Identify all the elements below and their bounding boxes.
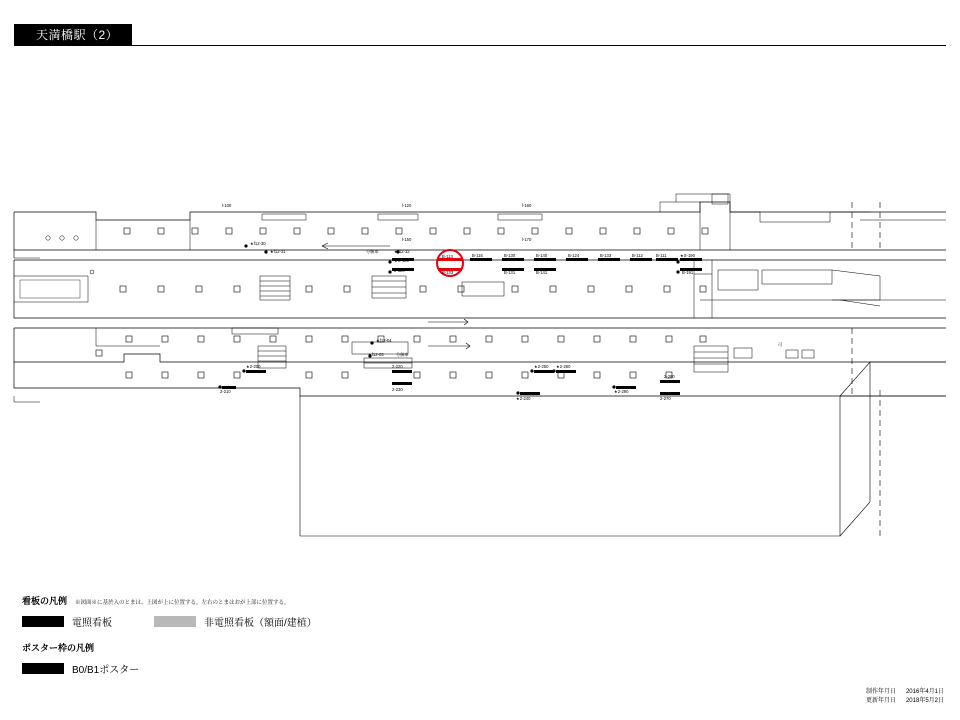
svg-text:★2-290: ★2-290 [614, 389, 629, 394]
title-divider [132, 45, 946, 46]
footer-dates [866, 688, 944, 706]
svg-text:★f12-31: ★f12-31 [270, 249, 286, 254]
svg-text:2-220: 2-220 [392, 364, 403, 369]
svg-text:分解車: 分解車 [366, 249, 379, 254]
svg-text:B-116: B-116 [472, 253, 483, 258]
svg-text:2-270: 2-270 [660, 396, 671, 401]
svg-text:l-120: l-120 [402, 203, 412, 208]
svg-text:l-160: l-160 [522, 203, 532, 208]
svg-text:★S-100: ★S-100 [394, 258, 409, 263]
created-row [866, 688, 944, 697]
svg-text:l-170: l-170 [522, 237, 532, 242]
illuminated-sign-label: 電照看板 [72, 618, 112, 629]
plan-labels [220, 203, 782, 401]
svg-text:★f12-32: ★f12-32 [394, 249, 410, 254]
station-floor-plan [0, 150, 960, 580]
svg-text:可: 可 [778, 342, 783, 347]
updated-row [866, 697, 944, 706]
updated-date: 2018年5月2日 [905, 698, 944, 704]
svg-text:B-124: B-124 [568, 253, 580, 258]
poster-label: B0/B1ポスター [72, 665, 140, 676]
svg-text:l-100: l-100 [222, 203, 232, 208]
svg-text:分解車: 分解車 [396, 352, 409, 357]
svg-text:★2-250: ★2-250 [534, 364, 549, 369]
svg-text:B-191: B-191 [682, 270, 694, 275]
legend-poster-title: ポスター枠の凡例 [22, 643, 95, 653]
svg-text:B-133: B-133 [600, 253, 612, 258]
legend-sign-title: 看板の凡例 [22, 596, 68, 606]
svg-text:B-130: B-130 [504, 253, 516, 258]
svg-text:B-140: B-140 [536, 253, 548, 258]
non-illuminated-sign-label: 非電照看板（額面/建植） [204, 618, 317, 629]
page-title: 天満橋駅（2） [14, 24, 132, 46]
title-bar [14, 24, 946, 46]
svg-text:★f12-30: ★f12-30 [250, 241, 266, 246]
svg-text:2-230: 2-230 [392, 387, 403, 392]
svg-text:B-113: B-113 [442, 254, 453, 259]
created-date: 2016年4月1日 [905, 689, 944, 695]
svg-text:★f12-04: ★f12-04 [376, 338, 392, 343]
legend-sign-heading [22, 594, 582, 607]
svg-text:2-210: 2-210 [220, 389, 231, 394]
svg-text:★S-190: ★S-190 [680, 253, 695, 258]
updated-label: 更新年月日 [865, 698, 896, 704]
floor-plan-svg [0, 150, 960, 580]
svg-text:B-133: B-133 [442, 270, 454, 275]
svg-text:B-141: B-141 [536, 270, 548, 275]
svg-text:l-150: l-150 [402, 237, 412, 242]
poster-swatch [22, 663, 64, 674]
svg-text:B-112: B-112 [632, 253, 643, 258]
legend-sign-note: ※図面※に基於入のとまは、上図が上に位置する。左右のとまはおが上部に位置する。 [75, 600, 290, 606]
svg-text:B-131: B-131 [504, 270, 516, 275]
svg-text:★2-200: ★2-200 [246, 364, 261, 369]
legend-row-illuminated [22, 614, 582, 629]
svg-text:8-120: 8-120 [394, 268, 405, 273]
svg-text:★2-260: ★2-260 [556, 364, 571, 369]
svg-text:★2-240: ★2-240 [516, 396, 531, 401]
non-illuminated-sign-swatch [154, 616, 196, 627]
created-label: 制作年月日 [865, 689, 896, 695]
illuminated-sign-swatch [22, 616, 64, 627]
svg-text:B-111: B-111 [656, 253, 667, 258]
legend-row-poster [22, 661, 582, 676]
legend [22, 594, 582, 676]
svg-text:★f12-03: ★f12-03 [368, 352, 384, 357]
svg-text:2-280: 2-280 [664, 374, 675, 379]
